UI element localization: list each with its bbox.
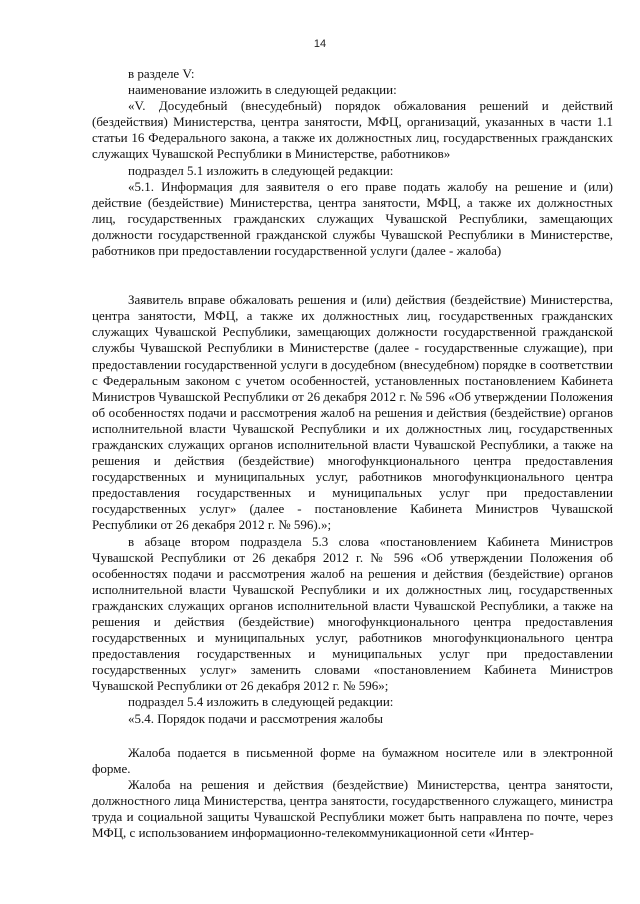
page-number: 14 [313, 38, 327, 50]
paragraph-gap [92, 727, 613, 745]
subsection-5-4-title: «5.4. Порядок подачи и рассмотрения жалобы [128, 710, 384, 726]
section-v-new-title: «V. Досудебный (внесудебный) порядок обжалования решений и действий (бездействия) Министерства, центра занятости, МФЦ, организаций, указанных в части 1.1 статьи 16 Федерального закона, а также их должностных лиц, государственных гражданских служащих Чувашской Республики в Министерстве, работников» [92, 98, 613, 162]
applicant-right-paragraph: Заявитель вправе обжаловать решения и (или) действия (бездействие) Министерства, центра занятости, МФЦ, а также их должностных лиц, государственных гражданских служащих Чувашской Республики, замещающих должности государственной гражданской службы Чувашской Республики в Министерстве (далее - государственные служащие), при предоставлении государственной услуги в досудебном (внесудебном) порядке в соответствии с Федеральным законом с учетом особенностей, установленных постановлением Кабинета Министров Чувашской Республики от 26 декабря 2012 г. № 596 «Об утверждении Положения об особенностях подачи и рассмотрения жалоб на решения и действия (бездействие) органов исполнительной власти Чувашской Республики и их должностных лиц, государственных гражданских служащих органов исполнительной власти Чувашской Республики, а также на решения и действия (бездействие) многофункционального центра предоставления государственных и муниципальных услуг, работников многофункционального центра предоставления государственных и муниципальных услуг при предоставлении государственных услуг» (далее - постановление Кабинета Министров Чувашской Республики от 26 декабря 2012 г. № 596).»; [92, 292, 613, 533]
subsection-5-1-text: «5.1. Информация для заявителя о его праве подать жалобу на решение и (или) действие (бездействие) Министерства, центра занятости, МФЦ, а также их должностных лиц, государственных гражданских служащих Чувашской Республики, замещающих должности государственной гражданской службы Чувашской Республики в Министерстве, работников при предоставлении государственной услуги (далее - жалоба) [92, 178, 613, 259]
subsection-5-1-instruction: подраздел 5.1 изложить в следующей редакции: [128, 162, 394, 178]
subsection-5-4-instruction: подраздел 5.4 изложить в следующей редакции: [128, 694, 394, 710]
complaint-form-paragraph: Жалоба подается в письменной форме на бумажном носителе или в электронной форме. [92, 744, 613, 776]
paragraph-gap [92, 259, 613, 292]
complaint-channels-paragraph: Жалоба на решения и действия (бездействие) Министерства, центра занятости, должностного лица Министерства, центра занятости, государственного служащего, министра труда и социальной защиты Чувашской Республики может быть направлена по почте, через МФЦ, с использованием информационно-телекоммуникационной сети «Интер- [92, 776, 613, 841]
subsection-5-3-amendment: в абзаце втором подраздела 5.3 слова «постановлением Кабинета Министров Чувашской Республики от 26 декабря 2012 г. № 596 «Об утверждении Положения об особенностях подачи и рассмотрения жалоб на решения и действия (бездействие) органов исполнительной власти Чувашской Республики и их должностных лиц, государственных гражданских служащих органов исполнительной власти Чувашской Республики, а также на решения и действия (бездействие) многофункционального центра предоставления государственных и муниципальных услуг, работников многофункционального центра предоставления государственных и муниципальных услуг при предоставлении государственных услуг» заменить словами «постановлением Кабинета Министров Чувашской Республики от 26 декабря 2012 г. № 596»; [92, 533, 613, 694]
amendment-section-v-intro: в разделе V: [128, 66, 195, 81]
amendment-heading-instruction: наименование изложить в следующей редакции: [128, 82, 397, 98]
document-body [92, 66, 613, 841]
